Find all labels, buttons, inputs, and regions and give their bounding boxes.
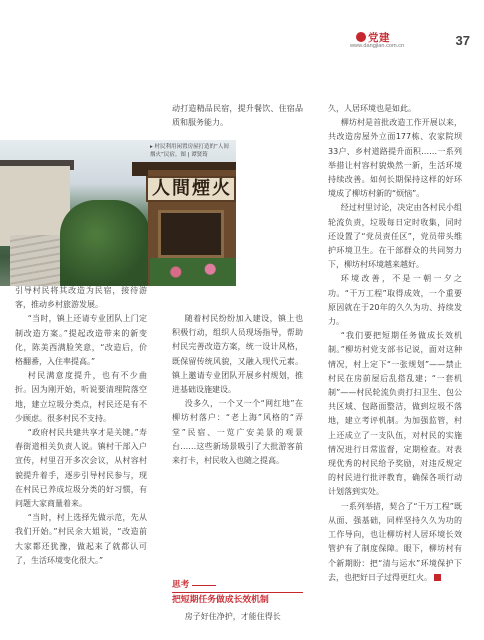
paragraph: “政府村民共建共享才是关键。”寿春街道相关负责人说。镇村干部入户宣传，村里召开多次会议，从村容村貌提升着手，逐步引导村民参与，现在村民已养成垃圾分类的好习惯，有问题大家商量着来。 — [15, 428, 147, 509]
text-column-2-middle — [172, 312, 303, 468]
paragraph: 房子好住净护，才能住得长 — [184, 612, 281, 621]
paragraph: 久，人居环境也是如此。 — [328, 104, 416, 113]
paragraph: 随着村民纷纷加入建设，镇上也积极行动，组织人员现场指导，帮助村民完善改造方案，统一设计风格，既保留传统风貌，又融入现代元素。镇上邀请专业团队开展乡村规划，推进基础设施建设。 — [172, 314, 303, 395]
caption-arrow-icon: ▸ — [150, 144, 153, 150]
section-title: 把短期任务做成长效机制 — [172, 595, 269, 605]
text-column-2-top — [172, 102, 303, 130]
paragraph: 没多久，一个又一个“网红地”在柳坊村落户：“老上海”风格的“弄堂”民宿、一览广安美景的观景台……这些新场景吸引了大批游客前来打卡，村民收入也随之提高。 — [172, 399, 303, 466]
village-photo — [0, 140, 236, 286]
paragraph: “当时，镇上还请专业团队上门定制改造方案。”提起改造带来的新变化，陈美西满脸笑意，“改造后，价格翻番，入住率提高。” — [15, 314, 147, 367]
paragraph: 经过村里讨论，决定由各村民小组轮流负责，垃圾每日定时收集，同时还设置了“党员责任区”，党员带头维护环境卫生。在干部群众的共同努力下，柳坊村环境越来越好。 — [328, 203, 462, 270]
shop-sign: 人間煙火 — [146, 176, 236, 202]
logo-text: 党建 — [368, 32, 390, 44]
party-emblem-icon — [356, 32, 366, 42]
paragraph: 环境改善，不是一朝一夕之功。“干万工程”取得成效，一个重要原因就在于20年的久久为功、持续发力。 — [328, 274, 462, 327]
page-number: 37 — [455, 33, 470, 48]
photo-caption — [150, 144, 234, 159]
text-column-3 — [328, 102, 462, 585]
paragraph: 村民满意度提升，也有不少曲折。因为刚开始，听说要清理院落空地，建立垃圾分类点，村民还是有不少顾虑。很多村民不支持。 — [15, 371, 147, 423]
shop-window — [158, 210, 224, 258]
text-column-1 — [15, 284, 147, 568]
site-url: www.dangjian.com.cn — [350, 43, 405, 49]
paragraph-text: 一系列举措，契合了“干万工程”既从面、强基础，同样坚持久久为功的工作导向，也让柳坊村人居环境长效管护有了制度保障。眼下，柳坊村有个新期盼：把“清与运水”环境保护下去，也把好日子过得更红火。 — [328, 501, 462, 582]
section-tag — [172, 578, 303, 593]
paragraph-last — [328, 500, 462, 585]
flower-bed — [150, 258, 236, 286]
end-mark-icon — [434, 574, 441, 581]
paragraph: “我们要把短期任务做成长效机制。”柳坊村党支部书记说，面对这种情况，村上定下“一张规划”——禁止村民在房前屋后乱搭乱建；“一套机制”——村民轮流负责打扫卫生、包公共区域、包路面整洁，做到垃圾不落地，建立考评机制。为加强监管，村上还成立了一支队伍，对村民的实施情况进行日常监督，定期检查。对表现优秀的村民给予奖励，对违反规定的村民进行批评教育，确保各项行动计划落到实处。 — [328, 331, 462, 497]
section-tag-text: 思考 — [172, 580, 190, 590]
trees — [60, 200, 150, 286]
page-header — [350, 30, 470, 52]
paragraph: 动打造精品民宿，提升餐饮、住宿品质和服务能力。 — [172, 104, 303, 128]
text-column-2-bottom — [172, 610, 303, 624]
section-header — [172, 578, 303, 608]
paragraph: 柳坊村是首批改造工作开展以来，共改造房屋外立面177栋、农家院坝33户、乡村道路提升面积……一系列举措让村容村貌焕然一新，生活环境持续改善。如何长期保持这样的好环境成了柳坊村新的“烦恼”。 — [328, 118, 462, 199]
caption-text: 村民利用闲置房屋打造的“人间烟火”民宿。图 | 谭贤筠 — [150, 144, 229, 158]
section-rule — [192, 585, 216, 586]
paragraph: “当时，村上选择先做示范，先从我们开始。”村民余大姐说，“改造前大家都还犹豫，做起来了就都认可了，生活环境变化很大。” — [15, 513, 147, 565]
paragraph: 引导村民将其改造为民宿，接待游客，推动乡村旅游发展。 — [15, 286, 147, 310]
